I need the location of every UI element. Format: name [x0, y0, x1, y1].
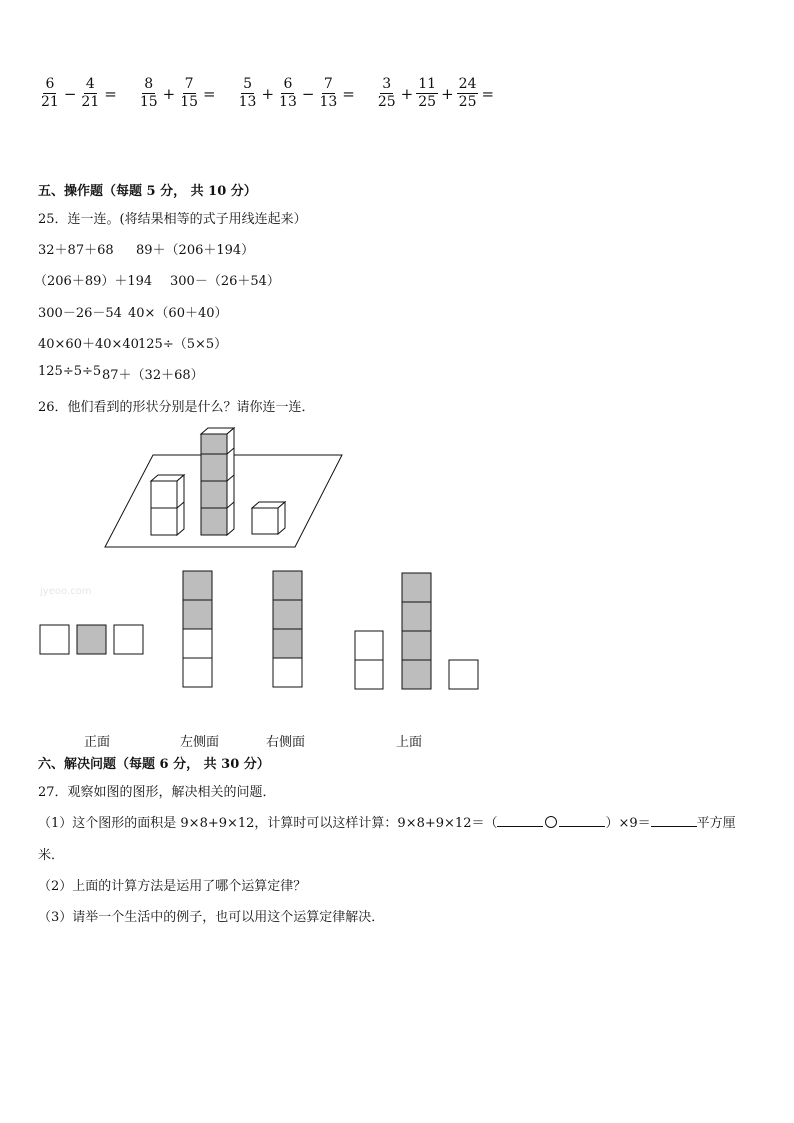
- answer-blank[interactable]: [497, 826, 543, 827]
- fraction: $\frac{6}{21}$: [41, 76, 59, 110]
- question-part-2: （2）上面的计算方法是运用了哪个运算定律？: [38, 879, 307, 894]
- fraction: $\frac{6}{13}$: [279, 76, 297, 110]
- expression-left: 300－26－54: [38, 306, 122, 321]
- view-option-side-profile: [355, 573, 478, 689]
- fraction: $\frac{7}{15}$: [180, 76, 199, 110]
- operator: −: [301, 84, 315, 103]
- fraction: $\frac{3}{25}$: [377, 76, 396, 110]
- label-right-side: 右侧面: [266, 735, 306, 750]
- question-part-1: [38, 812, 736, 831]
- fraction: $\frac{8}{15}$: [139, 76, 158, 110]
- equals-sign: =: [342, 84, 355, 103]
- fraction: $\frac{24}{25}$: [458, 76, 477, 110]
- section-title: 五、操作题（每题 5 分， 共 10 分）: [38, 184, 257, 199]
- fraction: $\frac{4}{21}$: [81, 76, 100, 110]
- fraction: $\frac{7}{13}$: [319, 76, 338, 110]
- expression-right: 300－（26＋54）: [170, 274, 280, 289]
- equals-sign: =: [481, 84, 495, 103]
- question-part-3: （3）请举一个生活中的例子，也可以用这个运算定律解决．: [38, 910, 385, 925]
- operator: +: [441, 84, 454, 103]
- expression-right: 87＋（32＋68）: [102, 368, 204, 383]
- question-part-1-continued: 米．: [38, 848, 65, 863]
- label-left-side: 左侧面: [180, 735, 220, 750]
- operator: +: [261, 84, 275, 103]
- view-option-column-two-shaded: [183, 571, 212, 687]
- expression-right: 89＋（206＋194）: [136, 243, 255, 258]
- fraction: $\frac{5}{13}$: [238, 76, 257, 110]
- view-option-column-three-shaded: [273, 571, 302, 687]
- part-1-text: （1）这个图形的面积是 9×8+9×12，计算时可以这样计算：9×8+9×12＝（: [38, 816, 498, 831]
- section-title: 六、解决问题（每题 6 分， 共 30 分）: [38, 757, 270, 772]
- fraction: $\frac{11}{25}$: [418, 76, 437, 110]
- expression-right: 125÷（5×5）: [138, 337, 228, 352]
- operator: +: [400, 84, 414, 103]
- expression-left: 32＋87＋68: [38, 243, 114, 258]
- expression-left: 125÷5÷5: [38, 364, 102, 379]
- two-cube-stack: [151, 475, 184, 535]
- operator: +: [162, 84, 176, 103]
- label-top: 上面: [396, 735, 423, 750]
- answer-blank[interactable]: [651, 826, 697, 827]
- equals-sign: =: [104, 84, 117, 103]
- four-cube-stack: [201, 428, 234, 535]
- question-prompt: 26．他们看到的形状分别是什么？请你连一连．: [38, 400, 315, 415]
- expression-right: 40×（60＋40）: [128, 306, 228, 321]
- answer-blank[interactable]: [559, 826, 605, 827]
- question-prompt: 27．观察如图的图形，解决相关的问题．: [38, 785, 276, 800]
- label-front: 正面: [84, 735, 111, 750]
- question-prompt: 25．连一连。(将结果相等的式子用线连起来）: [38, 212, 307, 227]
- view-option-three-row: [40, 625, 143, 654]
- part-1-text: ）×9＝: [605, 816, 651, 831]
- circle-blank[interactable]: [545, 816, 557, 828]
- single-cube: [252, 502, 285, 534]
- expression-left: 40×60＋40×40: [38, 337, 139, 352]
- expression-left: （206＋89）＋194: [34, 274, 153, 289]
- watermark: jyeoo.com: [40, 586, 92, 597]
- operator: −: [63, 84, 77, 103]
- equals-sign: =: [203, 84, 216, 103]
- part-1-text: 平方厘: [696, 816, 736, 831]
